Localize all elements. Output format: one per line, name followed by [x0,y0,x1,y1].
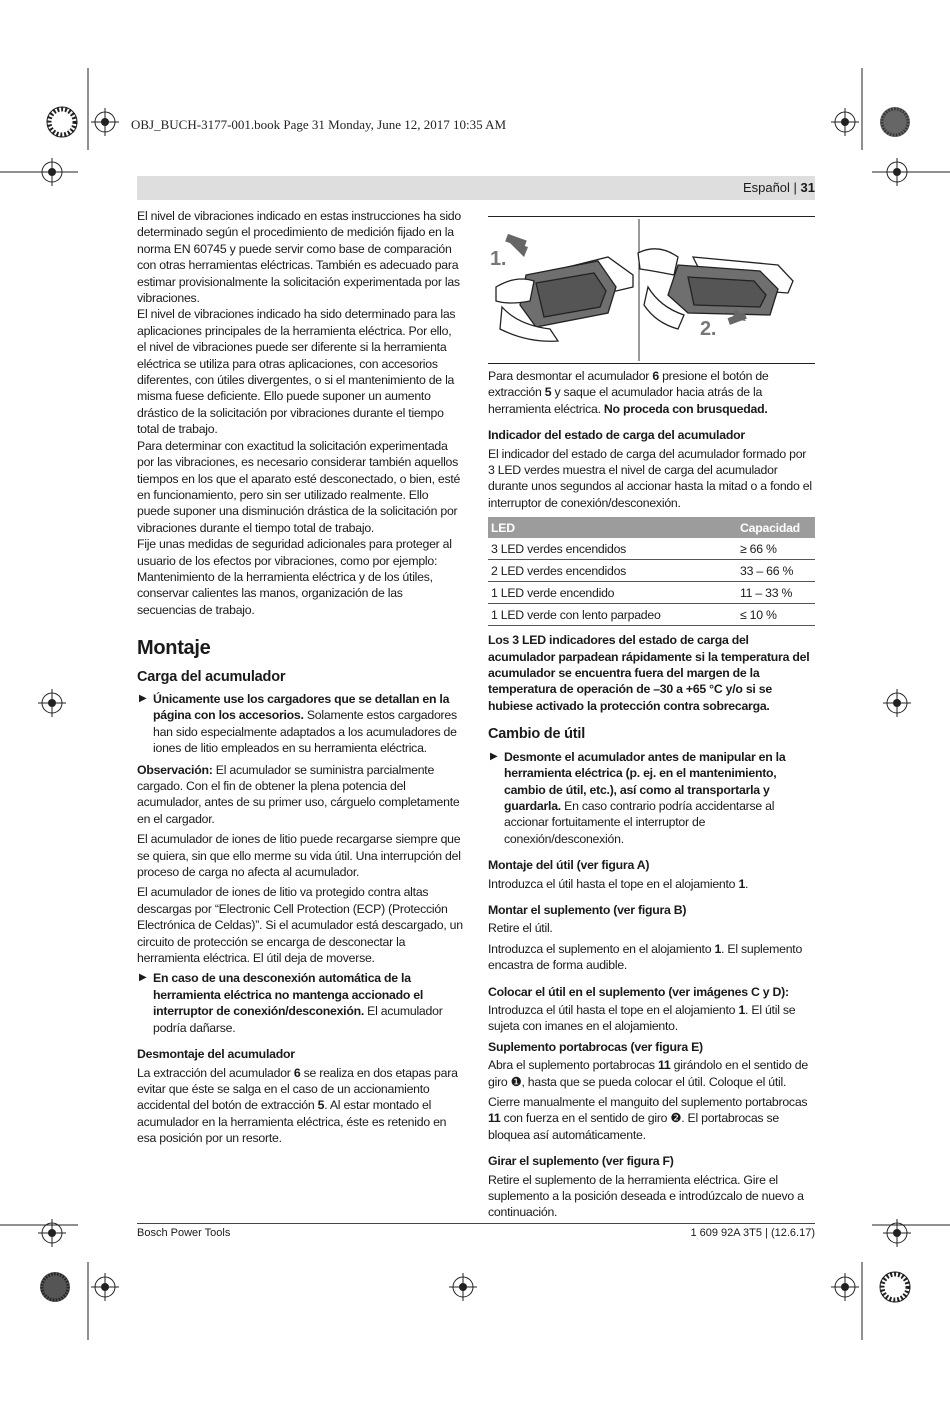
paragraph: El acumulador de iones de litio va protegido contra altas descargas por “Electronic Cell Protection (ECP) (Protección Electrónica de Celdas)”. Si el acumulador está descargado, un circuito de protección se encarga de desconectar la herramienta eléctrica. El útil deja de moverse. [137,885,463,966]
table-header-row [488,517,815,538]
paragraph: Fije unas medidas de seguridad adicionales para proteger al usuario de los efectos por vibraciones, como por ejemplo: Mantenimiento de la herramienta eléctrica y de los útiles, conservar calientes las manos, organización de las secuencias de trabajo. [137,537,452,617]
ref-number: 11 [657,1058,671,1073]
bullet-item [137,691,463,757]
table-row [488,582,815,604]
heading-colocar: Colocar el útil en el suplemento (ver imágenes C y D): [488,984,789,999]
heading-cambio: Cambio de útil [488,726,586,743]
bullet-bold: Desmonte el acumulador antes de manipular en la herramienta eléctrica (p. ej. en el mantenimiento, cambio de útil, etc.), así como al transportarla y guardarla. [504,749,786,813]
ref-number: 6 [652,369,659,383]
paragraph-observacion [137,762,463,828]
page-header-band [137,176,815,200]
heading-suplemento: Montar el suplemento (ver figura B) [488,902,687,917]
paragraph [488,876,815,892]
ref-number: 1 [714,941,722,956]
text-run: . [745,876,749,891]
heading-montaje: Montaje [137,637,211,660]
text-run: Introduzca el suplemento en el alojamiento [488,941,715,956]
table-cell: 33 – 66 % [737,560,815,582]
table-cell: 1 LED verde encendido [488,582,737,604]
footer-divider [137,1223,815,1224]
observacion-text: El acumulador se suministra parcialmente cargado. Con el fin de obtener la plena potencia del acumulador, antes de su primer uso, cárguelo completamente en el cargador. [137,762,460,826]
bullet-text: Solamente estos cargadores han sido especialmente adaptados a los acumuladores de iones de litio empleados en su herramienta eléctrica. [153,708,457,756]
text-run: Para desmontar el acumulador [488,369,653,383]
ref-number: 5 [544,385,552,400]
text-run: Introduzca el útil hasta el tope en el alojamiento [488,876,739,891]
charge-status-table [488,517,815,626]
page-number: 31 [800,180,815,195]
table-cell: ≤ 10 % [737,604,815,626]
heading-carga: Carga del acumulador [137,668,286,685]
heading-montaje-util: Montaje del útil (ver figura A) [488,858,650,873]
footer-publisher: Bosch Power Tools [137,1227,231,1239]
heading-indicador: Indicador del estado de carga del acumulador [488,428,745,443]
step1-label: 1. [490,248,507,270]
left-column [137,208,463,1151]
table-cell: 3 LED verdes encendidos [488,538,737,560]
text-run: Introduzca el útil hasta el tope en el alojamiento [488,1002,739,1017]
paragraph: El acumulador de iones de litio puede recargarse siempre que se quiera, sin que ello merme su vida útil. Una interrupción del proceso de carga no afecta al acumulador. [137,832,461,880]
ref-number: 1 [738,1002,746,1017]
text-run: se realiza en dos etapas para evitar que éste se salga en el caso de un accionamiento accidental del botón de extracción [137,1065,458,1113]
table-cell: ≥ 66 % [737,538,815,560]
ref-number: 6 [293,1065,301,1080]
footer-doc-number: 1 609 92A 3T5 | (12.6.17) [690,1227,815,1239]
paragraph: El nivel de vibraciones indicado en estas instrucciones ha sido determinado según el procedimiento de medición fijado en la norma EN 60745 y puede servir como base de comparación con otras herramientas eléctricas. También es adecuado para estimar provisionalmente la solicitación experimentada por las vibraciones. [137,209,461,306]
text-run: . Al estar montado el acumulador en la herramienta eléctrica, éste es retenido en esa posición por un resorte. [137,1098,447,1146]
text-run: y saque el acumulador hacia atrás de la herramienta eléctrica. [488,385,763,416]
column-header-led: LED [488,517,737,538]
heading-girar: Girar el suplemento (ver figura F) [488,1154,674,1169]
bullet-text: En caso contrario podría accidentarse al accionar fortuitamente el interruptor de conexión/desconexión. [504,798,775,846]
text-run: Abra el suplemento portabrocas [488,1058,658,1073]
right-column [488,216,815,1225]
ref-number: 11 [488,1111,501,1126]
bullet-triangle-icon: ▶ [139,692,147,704]
heading-portabrocas: Suplemento portabrocas (ver figura E) [488,1039,703,1054]
text-run: presione el botón de extracción [488,369,769,400]
bullet-item [488,749,815,847]
table-cell: 11 – 33 % [737,582,815,604]
text-run: . El suplemento encastra de forma audible. [488,941,803,973]
paragraph: Retire el suplemento de la herramienta eléctrica. Gire el suplemento a la posición deseada e introdúzcalo de nuevo a continuación. [488,1172,804,1220]
table-cell: 1 LED verde con lento parpadeo [488,604,737,626]
figure-caption [488,368,815,417]
text-run: Cierre manualmente el manguito del suplemento portabrocas [488,1095,808,1109]
bullet-triangle-icon: ▶ [139,972,147,984]
table-row [488,538,815,560]
step2-label: 2. [700,318,717,340]
paragraph [488,1057,815,1090]
paragraph: Retire el útil. [488,921,553,936]
paragraph [488,1094,815,1143]
temperature-warning: Los 3 LED indicadores del estado de carga del acumulador parpadean rápidamente si la temperatura del acumulador se encuentra fuera del margen de la temperatura de operación de –30 a +65 °C y/o si se hubiese activado la protección contra sobrecarga. [488,633,810,713]
text-run: La extracción del acumulador [137,1065,294,1080]
table-row [488,560,815,582]
battery-removal-illustration [488,217,815,363]
paragraph: Para determinar con exactitud la solicitación experimentada por las vibraciones, es necesario considerar también aquellos tiempos en los que el aparato esté desconectado, o bien, esté en funcionamiento, pero sin ser utilizado realmente. Ello puede suponer una disminución drástica de la solicitación por vibraciones durante el tiempo total de trabajo. [137,438,461,535]
table-cell: 2 LED verdes encendidos [488,560,737,582]
bullet-triangle-icon: ▶ [490,750,498,762]
paragraph [137,1065,463,1147]
ref-number: 5 [317,1098,325,1113]
table-row [488,604,815,626]
bullet-bold: En caso de una desconexión automática de la herramienta eléctrica no mantenga accionado el interruptor de conexión/desconexión. [153,971,424,1019]
text-run: girándolo en el sentido de giro ❶, hasta que se pueda colocar el útil. Coloque el útil. [488,1058,808,1089]
text-run: . El útil se sujeta con imanes en el alojamiento. [488,1002,796,1034]
page-label [743,180,815,195]
observacion-label: Observación: [137,762,213,777]
caption-warning: No proceda con brusquedad. [603,401,768,416]
paragraph: El indicador del estado de carga del acumulador formado por 3 LED verdes muestra el nivel de carga del acumulador durante unos segundos al accionar hasta la mitad o a fondo el interruptor de conexión/desconexión. [488,446,812,510]
bullet-item [137,970,463,1036]
battery-removal-figure [488,216,815,364]
heading-desmontaje: Desmontaje del acumulador [137,1047,295,1062]
page-language: Español [742,180,790,195]
print-header: OBJ_BUCH-3177-001.book Page 31 Monday, June 12, 2017 10:35 AM [131,117,507,132]
paragraph [488,1002,815,1035]
page-separator: | [789,180,801,195]
paragraph [488,941,815,974]
paragraph: El nivel de vibraciones indicado ha sido determinado para las aplicaciones principales de la herramienta eléctrica. Por ello, el nivel de vibraciones puede ser diferente si la herramienta eléctrica se utiliza para otras aplicaciones, con accesorios diferentes, con útiles divergentes, o si el mantenimiento de la misma fuese deficiente. Ello puede suponer un aumento drástico de la solicitación por vibraciones durante el tiempo total de trabajo. [137,307,456,437]
text-run: con fuerza en el sentido de giro ❷. El portabrocas se bloquea así automáticamente. [488,1111,779,1142]
ref-number: 1 [738,876,746,891]
column-header-capacidad: Capacidad [737,517,815,538]
bullet-bold: Únicamente use los cargadores que se detallan en la página con los accesorios. [153,691,450,723]
bullet-text: El acumulador podría dañarse. [153,1004,443,1035]
